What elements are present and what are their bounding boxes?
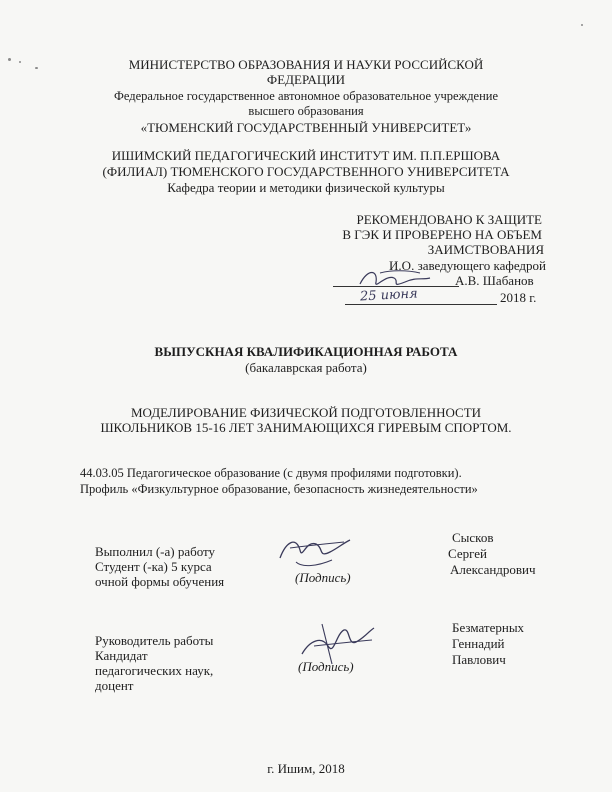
institute-line-2: (ФИЛИАЛ) ТЮМЕНСКОГО ГОСУДАРСТВЕННОГО УНИВЕРСИТЕТА — [102, 164, 510, 179]
university-name: «ТЮМЕНСКИЙ ГОСУДАРСТВЕННЫЙ УНИВЕРСИТЕТ» — [140, 120, 472, 135]
approval-head-title: И.О. заведующего кафедрой — [389, 258, 546, 273]
supervisor-signature-label: (Подпись) — [298, 659, 354, 674]
student-first-name: Сергей — [448, 546, 487, 561]
approval-line-1: РЕКОМЕНДОВАНО К ЗАЩИТЕ — [356, 212, 542, 227]
institution-line-1: Федеральное государственное автономное образовательное учреждение — [113, 89, 499, 103]
work-title-line-2: ШКОЛЬНИКОВ 15-16 ЛЕТ ЗАНИМАЮЩИХСЯ ГИРЕВЫМ СПОРТОМ. — [100, 420, 512, 435]
supervisor-role-line-3: педагогических наук, — [95, 663, 214, 678]
department-name: Кафедра теории и методики физической культуры — [167, 180, 445, 195]
institute-line-1: ИШИМСКИЙ ПЕДАГОГИЧЕСКИЙ ИНСТИТУТ ИМ. П.П.ЕРШОВА — [111, 148, 501, 163]
student-patronymic: Александрович — [450, 562, 536, 577]
student-role-line-2: Студент (-ка) 5 курса — [95, 559, 212, 574]
approval-line-2: В ГЭК И ПРОВЕРЕНО НА ОБЪЕМ — [342, 227, 542, 242]
supervisor-last-name: Безматерных — [452, 620, 525, 635]
work-subtype: (бакалаврская работа) — [245, 360, 367, 375]
city-year: г. Ишим, 2018 — [267, 761, 345, 776]
work-type: ВЫПУСКНАЯ КВАЛИФИКАЦИОННАЯ РАБОТА — [154, 344, 458, 359]
institution-line-2: высшего образования — [248, 104, 364, 118]
supervisor-role-line-1: Руководитель работы — [95, 633, 214, 648]
supervisor-first-name: Геннадий — [452, 636, 505, 651]
student-signature-icon — [272, 528, 362, 576]
approval-head-name: А.В. Шабанов — [455, 273, 534, 288]
approval-year: 2018 г. — [500, 290, 537, 305]
work-title-line-1: МОДЕЛИРОВАНИЕ ФИЗИЧЕСКОЙ ПОДГОТОВЛЕННОСТИ — [130, 405, 482, 420]
speciality-code: 44.03.05 Педагогическое образование (с двумя профилями подготовки). — [80, 466, 462, 480]
supervisor-role-line-2: Кандидат — [95, 648, 148, 663]
supervisor-patronymic: Павлович — [452, 652, 506, 667]
supervisor-role-line-4: доцент — [95, 678, 134, 693]
student-role-line-3: очной формы обучения — [95, 574, 225, 589]
approval-line-3: ЗАИМСТВОВАНИЯ — [427, 242, 544, 257]
student-signature-label: (Подпись) — [295, 570, 351, 585]
ministry-line-2: ФЕДЕРАЦИИ — [266, 72, 346, 87]
approval-date-line — [345, 304, 497, 305]
speciality-profile: Профиль «Физкультурное образование, безопасность жизнедеятельности» — [80, 482, 478, 496]
student-last-name: Сысков — [452, 530, 494, 545]
scan-speck — [581, 24, 583, 26]
ministry-line-1: МИНИСТЕРСТВО ОБРАЗОВАНИЯ И НАУКИ РОССИЙСКОЙ — [128, 57, 484, 72]
approval-date-handwritten: 25 июня — [359, 286, 419, 305]
student-role-line-1: Выполнил (-а) работу — [95, 544, 216, 559]
